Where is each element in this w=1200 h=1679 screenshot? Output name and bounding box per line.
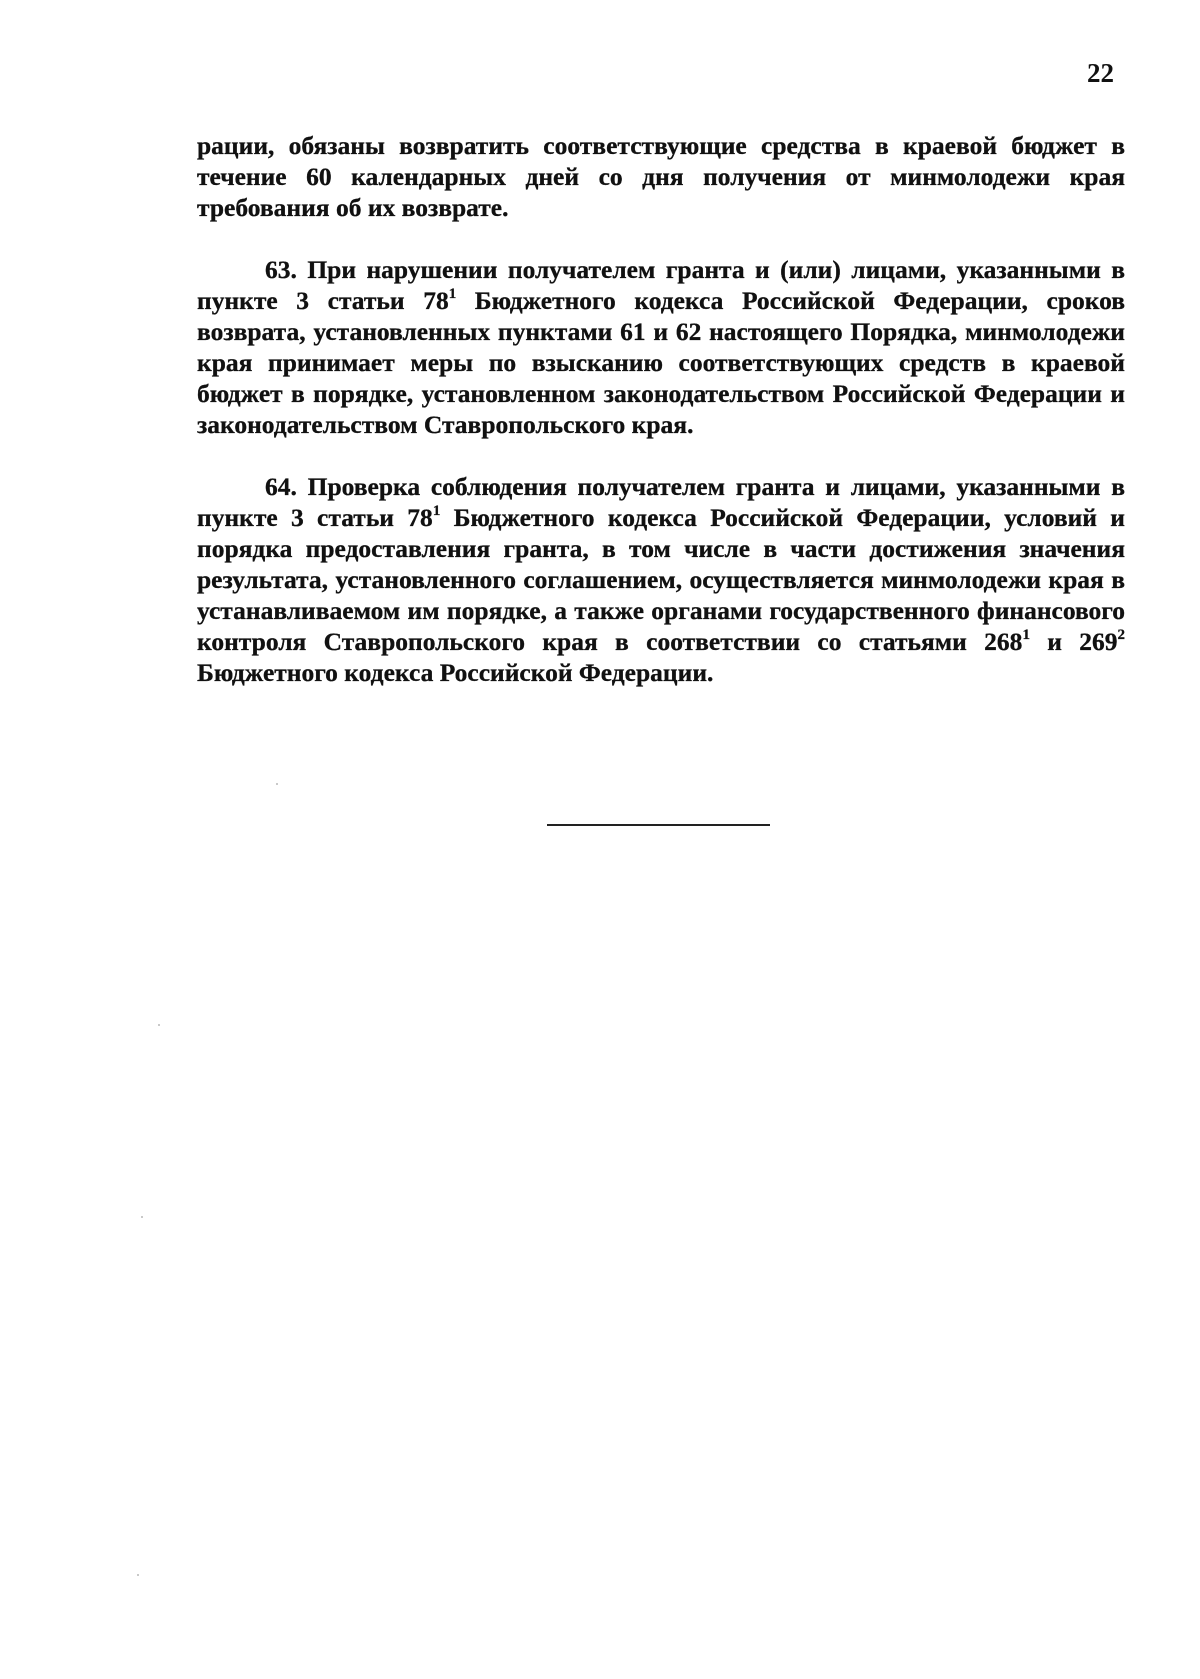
paragraph-64-superscript-2: 1 — [1022, 627, 1030, 643]
paragraph-64-text-2: Бюджетного кодекса Российской Федерации, условий и порядка предоставления гранта, в том числе в части достижения значения результата, установленного соглашением, осуществляется минмолодежи края в устанавливаемом им порядке, а также органами государственного финансового контроля Ставропольского края в соответствии со статьями 268 — [197, 503, 1125, 656]
document-body — [197, 130, 1125, 688]
paragraph-63-text-1: 63. При нарушении получателем гранта и (или) лицами, указанными в пункте 3 статьи 78 — [197, 255, 1125, 315]
paragraph-64 — [197, 471, 1125, 688]
paragraph-continuation: рации, обязаны возвратить соответствующие средства в краевой бюджет в течение 60 календарных дней со дня получения от минмолодежи края требования об их возврате. — [197, 131, 1125, 222]
paragraph-64-text-4: Бюджетного кодекса Российской Федерации. — [197, 658, 714, 687]
paragraph-64-text-3: и 269 — [1029, 627, 1118, 656]
paragraph-63 — [197, 254, 1125, 440]
paragraph-64-superscript-1: 1 — [432, 503, 441, 519]
scan-speck — [158, 1024, 160, 1026]
end-of-document-rule — [547, 824, 770, 826]
paragraph-64-text-1: 64. Проверка соблюдения получателем гранта и лицами, указанными в пункте 3 статьи 78 — [197, 472, 1125, 532]
paragraph-63-text-2: Бюджетного кодекса Российской Федерации, сроков возврата, установленных пунктами 61 и 62 настоящего Порядка, минмолодежи края принимает меры по взысканию соответствующих средств в краевой бюджет в порядке, установленном законодательством Российской Федерации и законодательством Ставропольского края. — [197, 286, 1125, 439]
scan-speck — [276, 783, 278, 785]
scan-speck — [137, 1574, 139, 1576]
scan-speck — [141, 1216, 143, 1218]
paragraph-64-superscript-3: 2 — [1117, 627, 1125, 643]
paragraph-63-superscript-1: 1 — [448, 286, 457, 302]
page-number: 22 — [1087, 58, 1114, 88]
